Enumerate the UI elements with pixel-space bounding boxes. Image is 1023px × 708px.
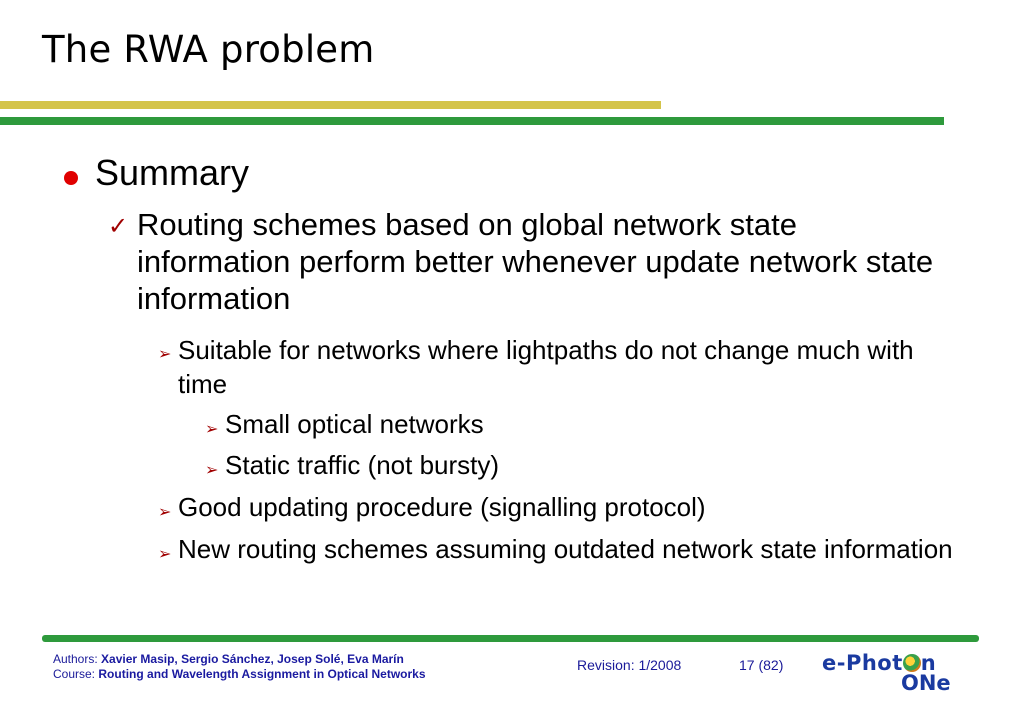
sub-point: New routing schemes assuming outdated network state information [178,534,953,564]
summary-point: Routing schemes based on global network state information perform better whenever update network state information [137,207,934,316]
course-label: Course: [53,667,96,681]
authors-names: Xavier Masip, Sergio Sánchez, Josep Solé, Eva Marín [101,652,404,666]
footer-course [53,667,426,681]
arrow-bullet-icon: ➢ [158,546,172,563]
footer-authors [53,652,404,666]
title-underline-yellow [0,101,661,109]
globe-icon [903,654,921,672]
title-underline-green [0,117,944,125]
arrow-bullet-icon: ➢ [158,346,172,363]
logo [822,651,951,695]
logo-text-1: e-Phot [822,651,903,675]
page-number: 17 (82) [739,657,784,673]
slide-title: The RWA problem [42,28,375,71]
checkmark-icon: ✓ [108,213,129,240]
sub-sub-point: Small optical networks [225,409,484,439]
sub-point: Suitable for networks where lightpaths do not change much with time [178,335,914,399]
sub-sub-point: Static traffic (not bursty) [225,450,500,480]
course-name: Routing and Wavelength Assignment in Optical Networks [98,667,426,681]
sub-point: Good updating procedure (signalling protocol) [178,492,706,522]
authors-label: Authors: [53,652,98,666]
logo-text-2: ONe [901,671,951,695]
arrow-bullet-icon: ➢ [158,504,172,521]
revision: Revision: 1/2008 [577,657,682,673]
summary-heading: Summary [95,152,250,193]
logo-text-1b: n [920,651,937,675]
arrow-bullet-icon: ➢ [205,462,219,479]
footer-divider [42,635,979,642]
bullet-dot-icon [64,171,78,185]
arrow-bullet-icon: ➢ [205,421,219,438]
